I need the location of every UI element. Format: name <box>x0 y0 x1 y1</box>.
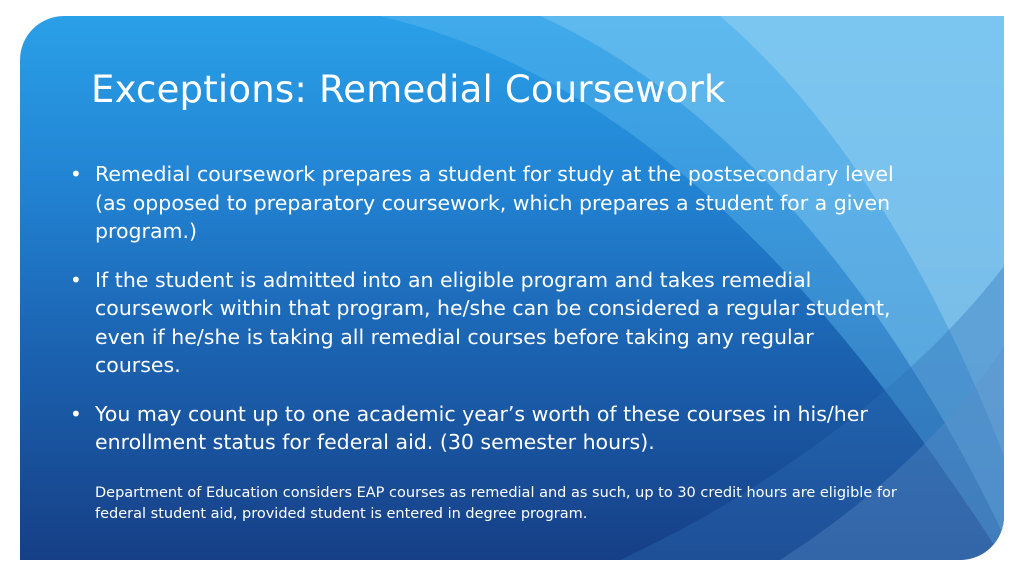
bullet-item <box>70 400 900 457</box>
slide <box>20 16 1004 560</box>
bullet-icon: • <box>70 267 82 292</box>
bullet-text: Remedial coursework prepares a student for study at the postsecondary level (as opposed to preparatory coursework, which prepares a student for a given program.) <box>95 162 894 243</box>
slide-title: Exceptions: Remedial Coursework <box>91 68 726 111</box>
slide-note: Department of Education considers EAP courses as remedial and as such, up to 30 credit hours are eligible for federal student aid, provided student is entered in degree program. <box>95 485 897 522</box>
bullet-icon: • <box>70 401 82 426</box>
bullet-text: If the student is admitted into an eligible program and takes remedial coursework within that program, he/she can be considered a regular student, even if he/she is taking all remedial courses before taking any regular courses. <box>95 267 891 377</box>
bullet-item <box>70 160 900 246</box>
bullet-item <box>70 266 900 380</box>
bullet-list <box>70 160 900 477</box>
bullet-icon: • <box>70 162 82 186</box>
bullet-text: You may count up to one academic year’s worth of these courses in his/her enrollment status for federal aid. (30 semester hours). <box>95 401 868 454</box>
